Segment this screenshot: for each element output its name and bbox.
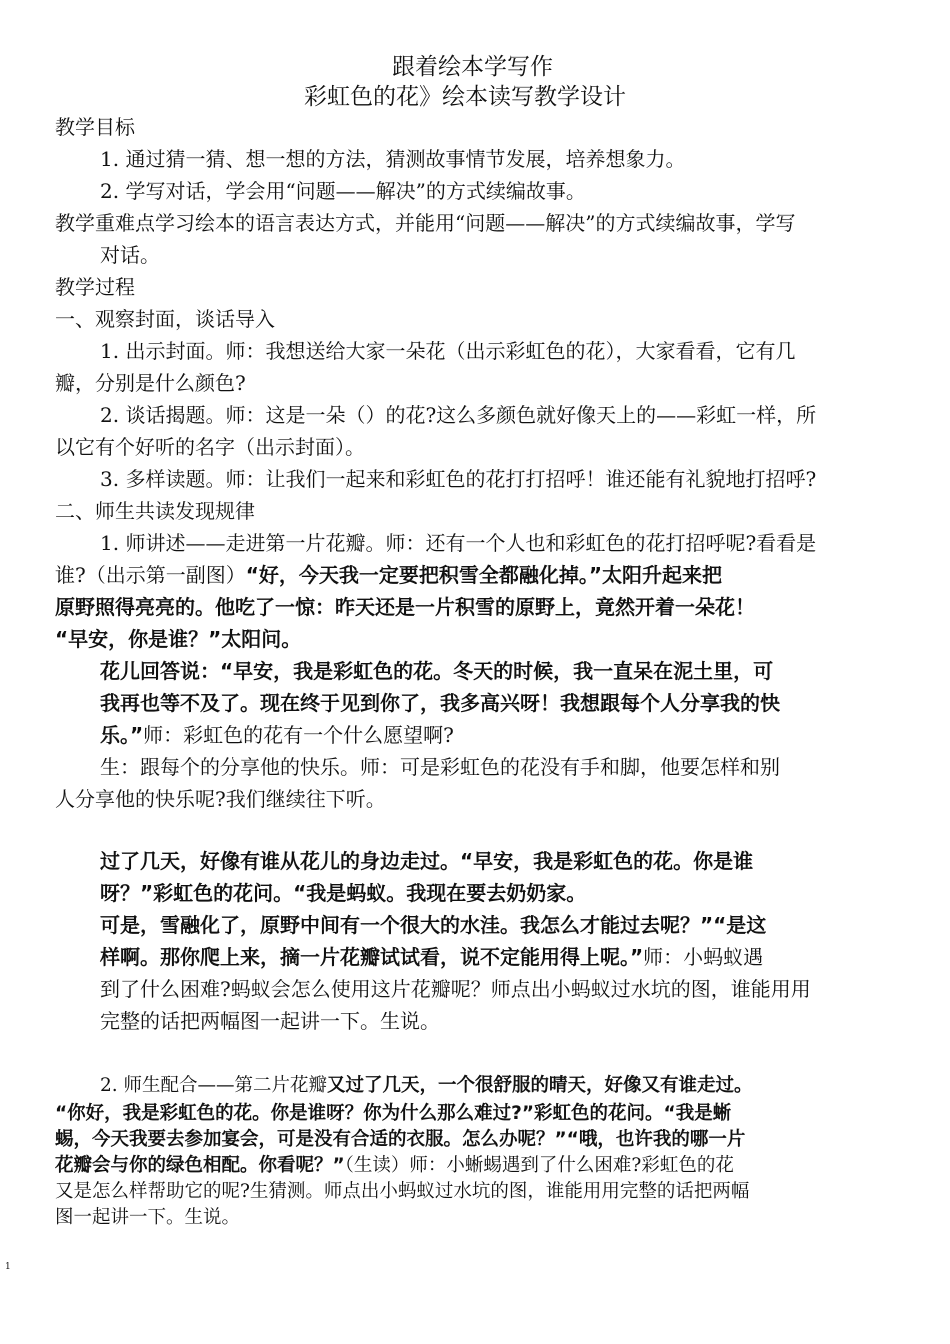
s2-para1-line2 <box>55 562 722 588</box>
s1-para2-line2: 以它有个好听的名字（出示封面）。 <box>55 435 365 459</box>
process-heading: 教学过程 <box>55 275 135 299</box>
s1-para1-line1: 1. 出示封面。师：我想送给大家一朵花（出示彩虹色的花），大家看看，它有几 <box>100 339 796 363</box>
s2-para1-line7-normal: 师：彩虹色的花有一个什么愿望啊? <box>143 723 454 747</box>
s2-para1-line3: 原野照得亮亮的。他吃了一惊：昨天还是一片积雪的原野上，竟然开着一朵花！ <box>55 595 755 619</box>
goal-2: 2. 学写对话，学会用“问题——解决”的方式续编故事。 <box>100 179 586 203</box>
s2-para2-line1-bold: 又过了几天，一个很舒服的晴天，好像又有谁走过。 <box>327 1075 753 1096</box>
goals-heading: 教学目标 <box>55 115 135 139</box>
s2-para2-line1 <box>100 1074 753 1098</box>
section1-heading: 一、观察封面，谈话导入 <box>55 307 275 331</box>
ant-line4-bold: 样啊。那你爬上来，摘一片花瓣试试看，说不定能用得上呢。” <box>100 945 644 969</box>
s2-para1-line7 <box>100 722 454 748</box>
s2-para1-line1: 1. 师讲述——走进第一片花瓣。师：还有一个人也和彩虹色的花打招呼呢?看看是 <box>100 531 817 555</box>
ant-line6: 完整的话把两幅图一起讲一下。生说。 <box>100 1009 440 1033</box>
s2-para1-line2-bold: “好，今天我一定要把积雪全都融化掉。”太阳升起来把 <box>245 563 723 587</box>
s1-para1-line2: 瓣，分别是什么颜色? <box>55 371 246 395</box>
s2-para2-line4 <box>55 1154 734 1178</box>
s2-para1-line9: 人分享他的快乐呢?我们继续往下听。 <box>55 787 386 811</box>
ant-line3: 可是，雪融化了，原野中间有一个很大的水洼。我怎么才能过去呢？”“是这 <box>100 913 767 937</box>
s2-para2-line5: 又是怎么样帮助它的呢?生猜测。师点出小蚂蚁过水坑的图，谁能用用完整的话把两幅 <box>55 1181 750 1202</box>
section2-heading: 二、师生共读发现规律 <box>55 499 255 523</box>
ant-line4 <box>100 944 763 970</box>
s2-para1-line4: “早安，你是谁？”太阳问。 <box>55 627 302 651</box>
s2-para1-line6: 我再也等不及了。现在终于见到你了，我多高兴呀！我想跟每个人分享我的快 <box>100 691 780 715</box>
goal-1: 1. 通过猜一猜、想一想的方法，猜测故事情节发展，培养想象力。 <box>100 147 686 171</box>
ant-line4-normal: 师：小蚂蚁遇 <box>643 945 764 969</box>
s2-para1-line8: 生：跟每个的分享他的快乐。师：可是彩虹色的花没有手和脚，他要怎样和别 <box>100 755 780 779</box>
s2-para2-line3: 蜴，今天我要去参加宴会，可是没有合适的衣服。怎么办呢？”“哦，也许我的哪一片 <box>55 1129 746 1150</box>
s2-para1-line2-normal: 谁?（出示第一副图） <box>55 563 246 587</box>
ant-line2: 呀？”彩虹色的花问。“我是蚂蚁。我现在要去奶奶家。 <box>100 881 587 905</box>
s2-para2-line4-normal: （生读）师：小蜥蜴遇到了什么困难?彩虹色的花 <box>344 1155 734 1176</box>
s2-para1-line5: 花儿回答说：“早安，我是彩虹色的花。冬天的时候，我一直呆在泥土里，可 <box>100 659 774 683</box>
s1-para3: 3. 多样读题。师：让我们一起来和彩虹色的花打打招呼！谁还能有礼貌地打招呼? <box>100 467 817 491</box>
s1-para2-line1: 2. 谈话揭题。师：这是一朵（）的花?这么多颜色就好像天上的——彩虹一样，所 <box>100 403 817 427</box>
s2-para2-line1-normal: 2. 师生配合——第二片花瓣 <box>100 1075 328 1096</box>
key-points-line-2: 对话。 <box>100 243 160 267</box>
page-number: 1 <box>5 1262 11 1272</box>
s2-para2-line6: 图一起讲一下。生说。 <box>55 1207 241 1228</box>
ant-line1: 过了几天，好像有谁从花儿的身边走过。“早安，我是彩虹色的花。你是谁 <box>100 849 754 873</box>
s2-para1-line7-bold: 乐。” <box>100 723 144 747</box>
key-points-line-1: 教学重难点学习绘本的语言表达方式，并能用“问题——解决”的方式续编故事，学写 <box>55 211 796 235</box>
ant-line5: 到了什么困难?蚂蚁会怎么使用这片花瓣呢？师点出小蚂蚁过水坑的图，谁能用用 <box>100 977 811 1001</box>
s2-para2-line2: “你好，我是彩虹色的花。你是谁呀？你为什么那么难过?”彩虹色的花问。“我是蜥 <box>55 1103 732 1124</box>
s2-para2-line4-bold: 花瓣会与你的绿色相配。你看呢？” <box>55 1155 345 1176</box>
doc-subtitle: 彩虹色的花》绘本读写教学设计 <box>304 84 626 110</box>
doc-title: 跟着绘本学写作 <box>392 54 553 80</box>
